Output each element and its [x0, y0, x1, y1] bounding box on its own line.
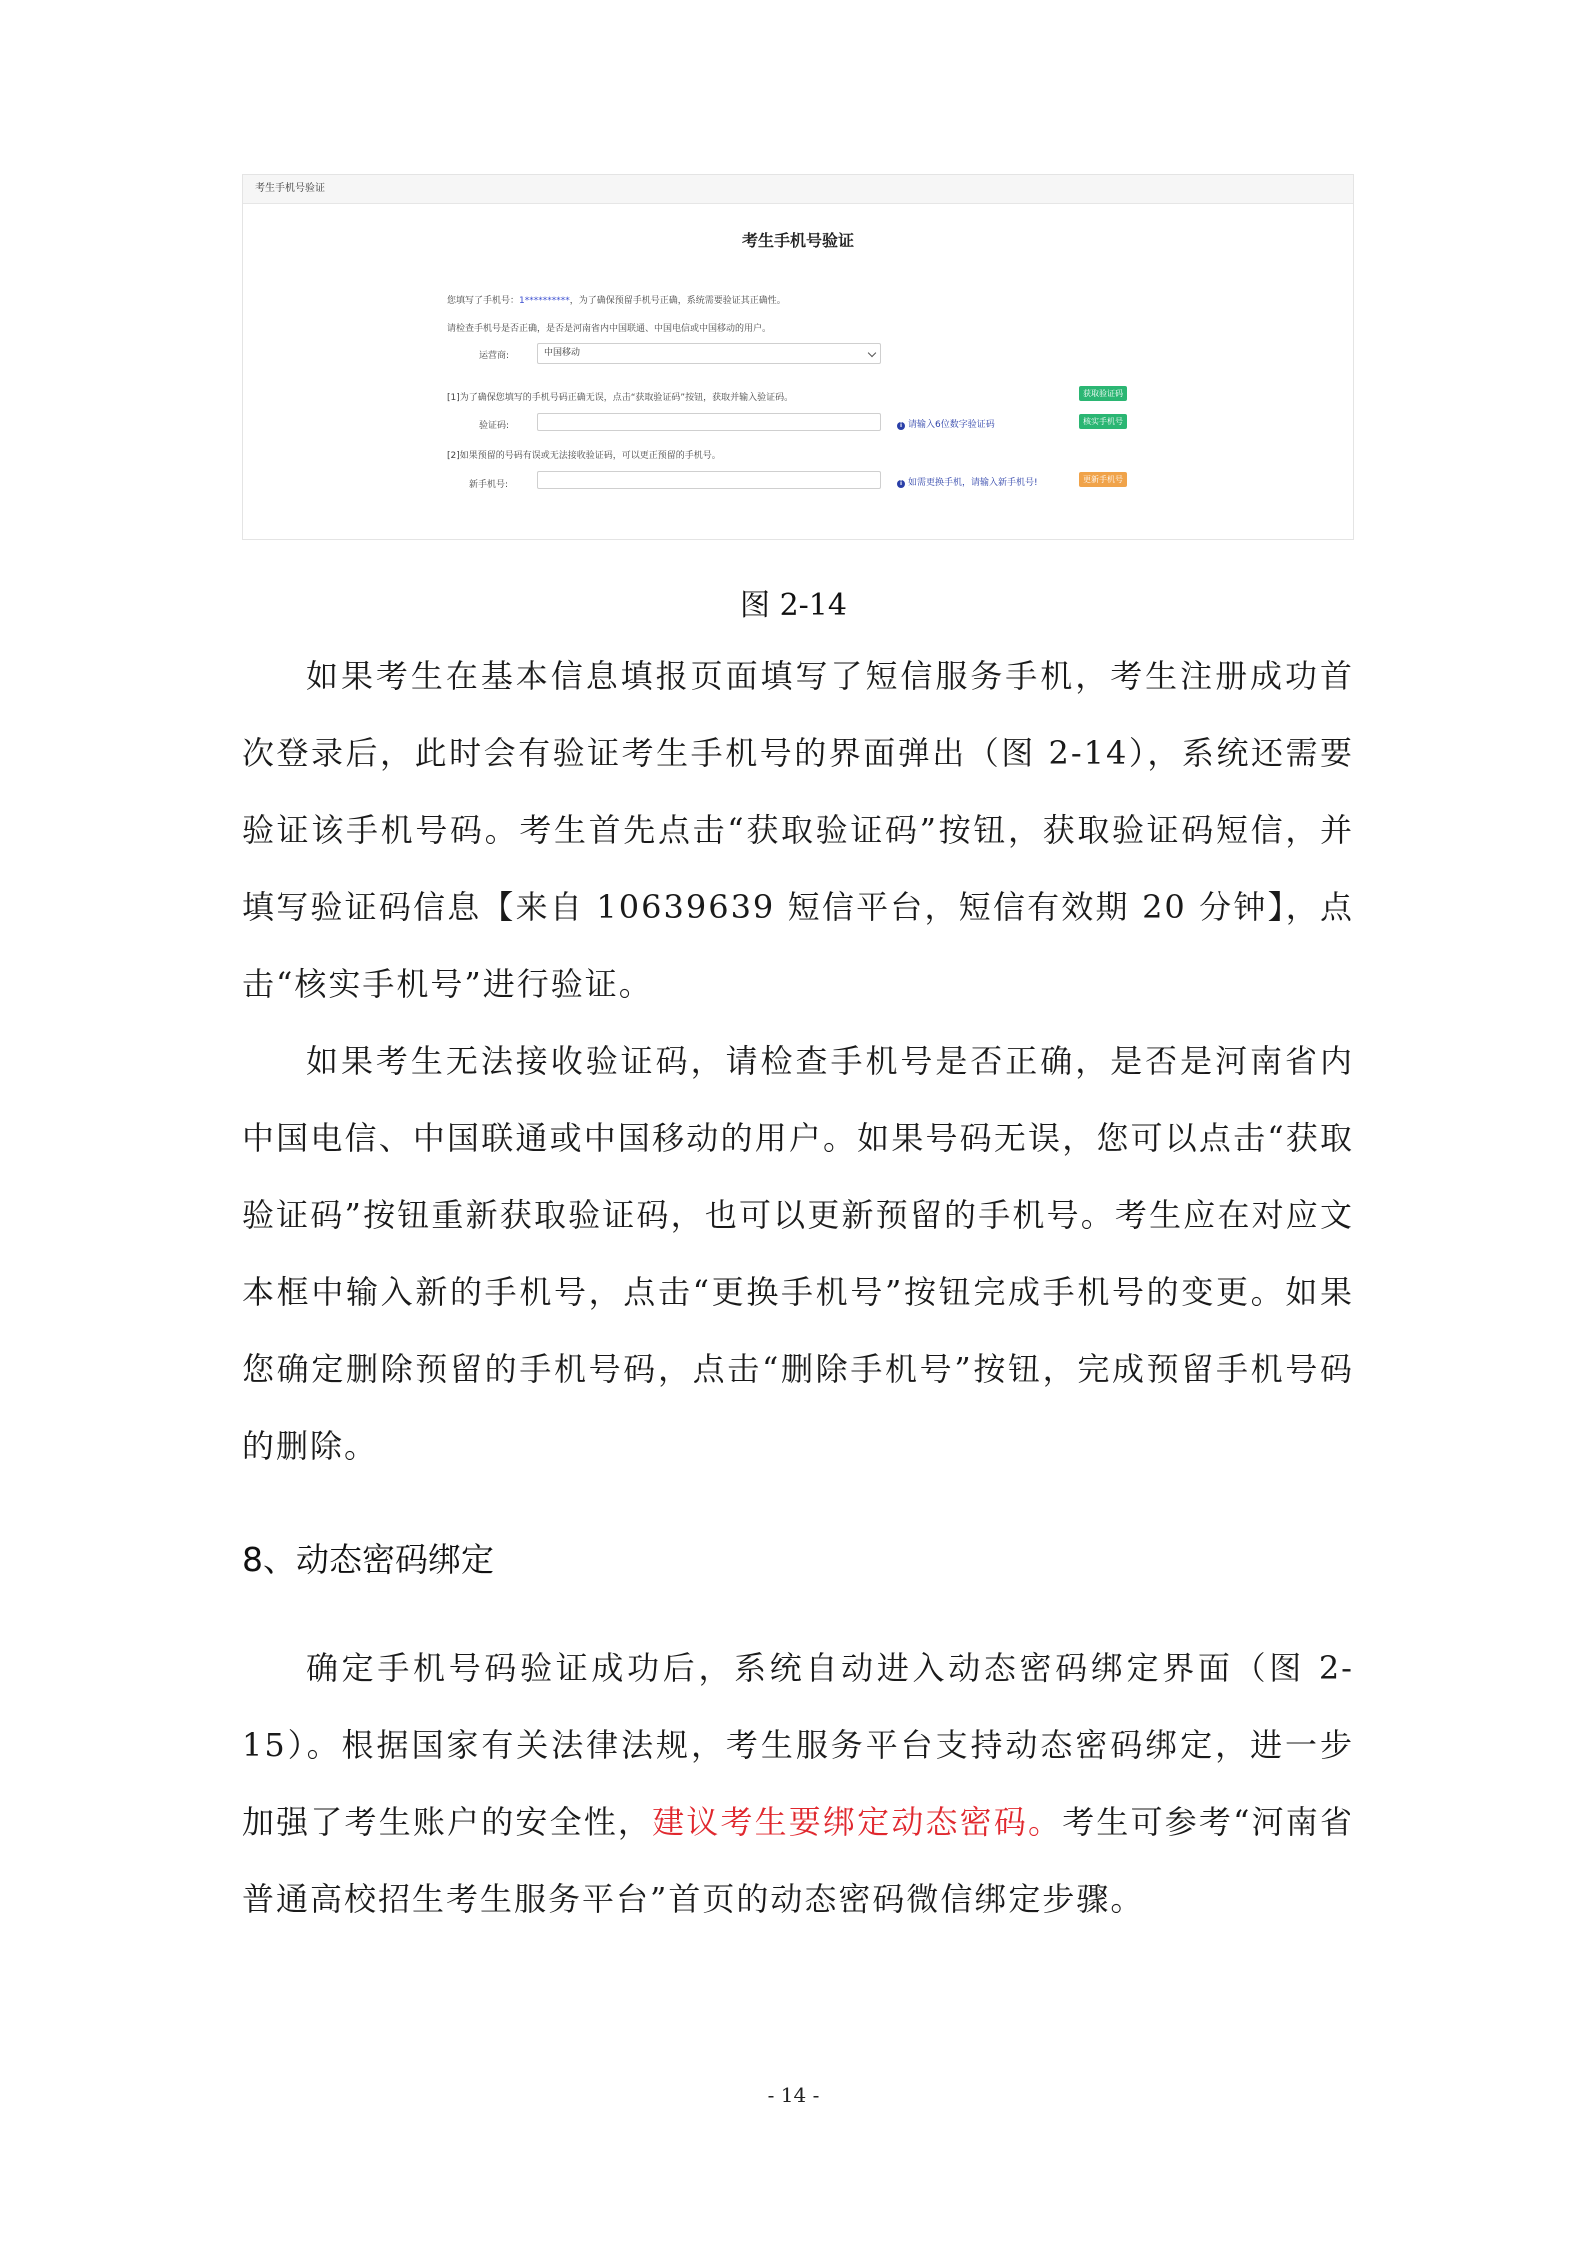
new-phone-input[interactable]	[537, 471, 881, 489]
code-hint	[897, 417, 995, 430]
paragraph-3-part2: 考生可参考“河南省普通高校招生考生服务平台”首页的动态密码微信绑定步骤。	[242, 1803, 1354, 1918]
masked-phone-number: 1**********	[519, 296, 570, 306]
paragraph-3-part1: 确定手机号码验证成功后，系统自动进入动态密码绑定界面（图 2-15）。根据国家有关法律法规，考生服务平台支持动态密码绑定，进一步加强了考生账户的安全性，	[242, 1649, 1354, 1841]
phone-verify-screenshot	[242, 174, 1354, 540]
paragraph-3-text	[242, 1630, 1354, 1938]
paragraph-1	[242, 638, 1354, 1023]
figure-caption: 图 2-14	[740, 588, 847, 623]
new-phone-hint-text: 如需更换手机，请输入新手机号!	[908, 478, 1038, 488]
code-label: 验证码:	[479, 421, 510, 431]
get-code-button[interactable]: 获取验证码	[1079, 386, 1127, 401]
step1-instruction: [1]为了确保您填写的手机号码正确无误，点击“获取验证码”按钮，获取并输入验证码。	[447, 393, 794, 403]
code-input[interactable]	[537, 413, 881, 431]
paragraph-2	[242, 1023, 1354, 1485]
panel-tab-label: 考生手机号验证	[243, 175, 1353, 204]
update-phone-button[interactable]: 更新手机号	[1079, 472, 1127, 487]
new-phone-label: 新手机号:	[469, 480, 509, 490]
info-icon: i	[897, 480, 905, 488]
panel-title: 考生手机号验证	[741, 231, 854, 250]
carrier-notice: 请检查手机号是否正确，是否是河南省内中国联通、中国电信或中国移动的用户。	[447, 324, 772, 334]
section-heading: 8、动态密码绑定	[242, 1540, 494, 1579]
carrier-selected-value: 中国移动	[544, 348, 581, 358]
new-phone-hint	[897, 475, 1038, 488]
phone-notice-prefix: 您填写了手机号：	[447, 296, 520, 306]
paragraph-3-emphasis: 建议考生要绑定动态密码。	[652, 1803, 1063, 1841]
paragraph-1-text: 如果考生在基本信息填报页面填写了短信服务手机，考生注册成功首次登录后，此时会有验证考生手机号的界面弹出（图 2-14），系统还需要验证该手机号码。考生首先点击“获取验证码”按钮，获取验证码短信，并填写验证码信息【来自 10639639 短信平台，短信有效期 20 分钟】，点击“核实手机号”进行验证。	[242, 657, 1354, 1003]
paragraph-3	[242, 1630, 1354, 1938]
info-icon: i	[897, 422, 905, 430]
verify-phone-button[interactable]: 核实手机号	[1079, 414, 1127, 429]
carrier-select[interactable]	[537, 343, 881, 364]
step2-instruction: [2]如果预留的号码有误或无法接收验证码，可以更正预留的手机号。	[447, 451, 721, 461]
phone-notice-suffix: ，为了确保预留手机号正确，系统需要验证其正确性。	[569, 296, 786, 306]
carrier-label: 运营商:	[479, 351, 510, 361]
phone-notice	[447, 293, 786, 306]
code-hint-text: 请输入6位数字验证码	[908, 420, 995, 430]
paragraph-2-text: 如果考生无法接收验证码，请检查手机号是否正确，是否是河南省内中国电信、中国联通或中国移动的用户。如果号码无误，您可以点击“获取验证码”按钮重新获取验证码，也可以更新预留的手机号。考生应在对应文本框中输入新的手机号，点击“更换手机号”按钮完成手机号的变更。如果您确定删除预留的手机号码，点击“删除手机号”按钮，完成预留手机号码的删除。	[242, 1042, 1354, 1465]
page-number: - 14 -	[767, 2083, 820, 2107]
chevron-down-icon	[868, 349, 876, 357]
